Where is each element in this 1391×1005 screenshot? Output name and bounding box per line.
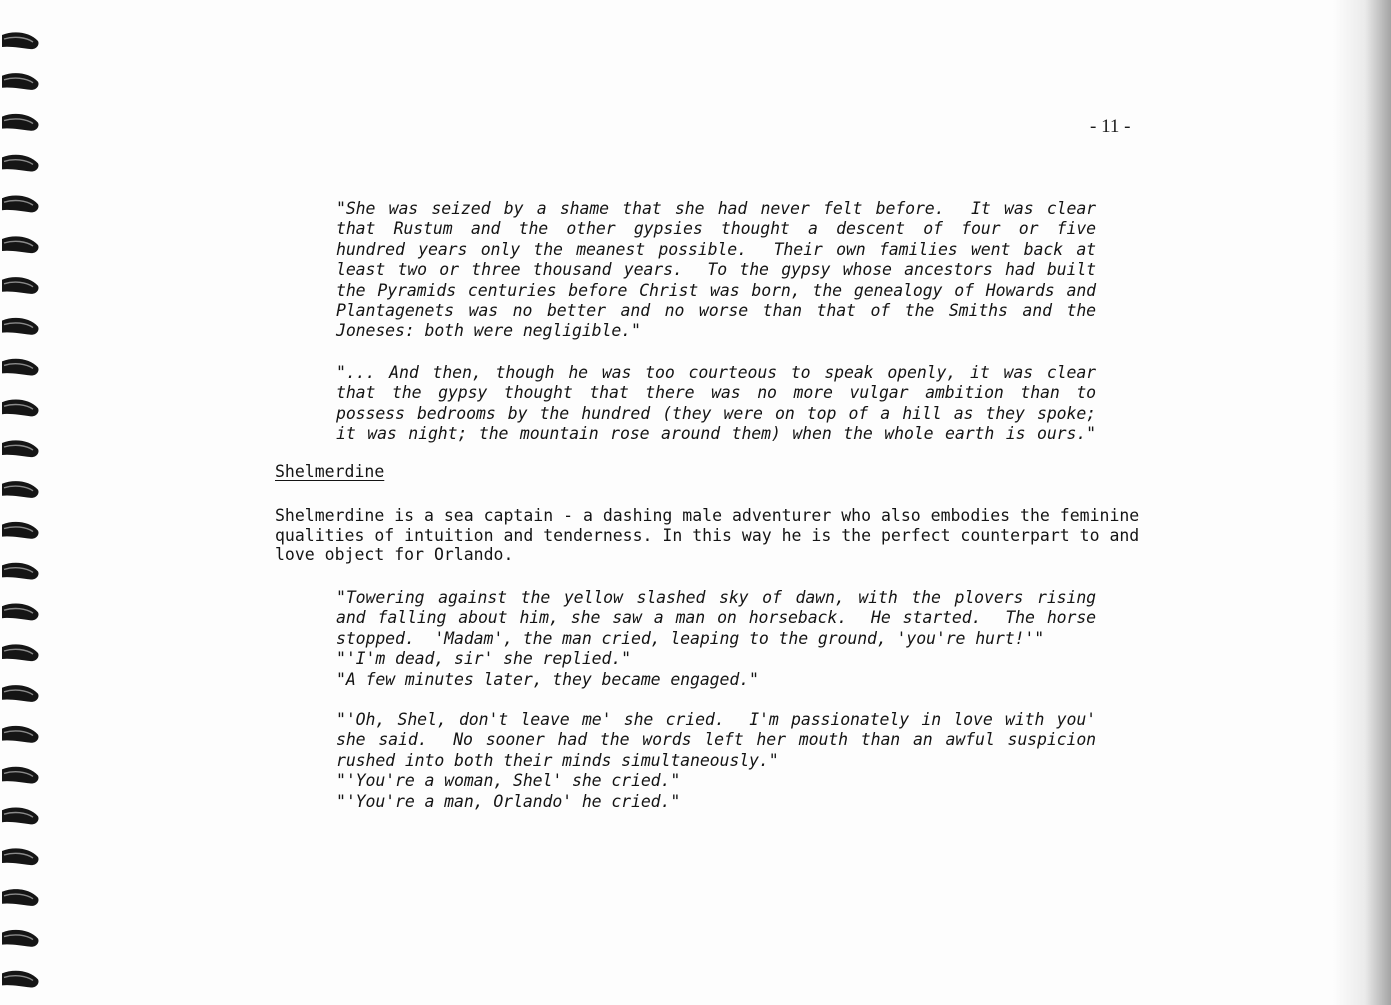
binding-coil (2, 359, 39, 376)
binding-coil (2, 236, 39, 253)
quote-line: hundred years only the meanest possible. Their own families went back at (336, 239, 1096, 259)
paragraph-line: love object for Orlando. (275, 545, 514, 564)
binding-coil (2, 889, 39, 906)
section-heading: Shelmerdine (275, 462, 385, 481)
binding-coil (2, 685, 39, 702)
quote-line: "A few minutes later, they became engaged." (336, 669, 759, 689)
binding-coil (2, 522, 39, 539)
quote-line: it was night; the mountain rose around them) when the whole earth is ours." (336, 424, 1096, 444)
binding-coil (2, 318, 39, 335)
quote-line: Joneses: both were negligible." (336, 321, 641, 341)
quote-line: and falling about him, she saw a man on horseback. He started. The horse (336, 608, 1096, 628)
body-paragraph (275, 506, 1148, 565)
quote-line: "'Oh, Shel, don't leave me' she cried. I'm passionately in love with you' (336, 710, 1096, 729)
binding-coil (2, 440, 39, 457)
quote-line: she said. No sooner had the words left her mouth than an awful suspicion (336, 730, 1096, 750)
binding-coil (2, 196, 39, 213)
quote-line: "Towering against the yellow slashed sky of dawn, with the plovers rising (336, 588, 1096, 607)
quote-gypsies-shame (336, 199, 1096, 342)
binding-coil (2, 155, 39, 172)
binding-coil (2, 114, 39, 131)
binding-coil (2, 73, 39, 90)
binding-coil (2, 930, 39, 947)
quote-line: "'I'm dead, sir' she replied." (336, 649, 632, 669)
binding-coil (2, 400, 39, 417)
binding-coil (2, 808, 39, 825)
binding-coil (2, 767, 39, 784)
page-edge-shadow (1333, 0, 1391, 1005)
quote-line: "'You're a man, Orlando' he cried." (336, 791, 681, 811)
quote-line: least two or three thousand years. To the gypsy whose ancestors had built (336, 260, 1096, 280)
binding-coil (2, 971, 39, 988)
paragraph-line: Shelmerdine is a sea captain - a dashing male adventurer who also embodies the feminine (275, 506, 1140, 525)
spiral-binding (0, 0, 44, 1005)
binding-coil (2, 277, 39, 294)
binding-coil (2, 481, 39, 498)
quote-line: stopped. 'Madam', the man cried, leaping to the ground, 'you're hurt!'" (336, 628, 1045, 648)
quote-line: that Rustum and the other gypsies thought a descent of four or five (336, 219, 1096, 239)
quote-line: possess bedrooms by the hundred (they were on top of a hill as they spoke; (336, 403, 1096, 423)
quote-towering (336, 588, 1096, 690)
quote-line: "... And then, though he was too courteous to speak openly, it was clear (336, 363, 1096, 382)
quote-line: "She was seized by a shame that she had never felt before. It was clear (336, 199, 1096, 218)
page-number: - 11 - (1090, 116, 1131, 137)
quote-line: rushed into both their minds simultaneously." (336, 750, 779, 770)
binding-coil (2, 726, 39, 743)
binding-coil (2, 563, 39, 580)
quote-line: the Pyramids centuries before Christ was born, the genealogy of Howards and (336, 280, 1096, 300)
quote-line: Plantagenets was no better and no worse than that of the Smiths and the (336, 301, 1096, 321)
binding-coil (2, 644, 39, 661)
binding-coil (2, 604, 39, 621)
binding-coil (2, 848, 39, 865)
binding-coil (2, 32, 39, 49)
quote-vulgar-ambition (336, 363, 1096, 445)
paragraph-line: qualities of intuition and tenderness. In this way he is the perfect counterpart to and (275, 525, 1140, 545)
quote-line: "'You're a woman, Shel' she cried." (336, 771, 681, 791)
quote-oh-shel (336, 710, 1096, 812)
quote-line: that the gypsy thought that there was no more vulgar ambition than to (336, 383, 1096, 403)
